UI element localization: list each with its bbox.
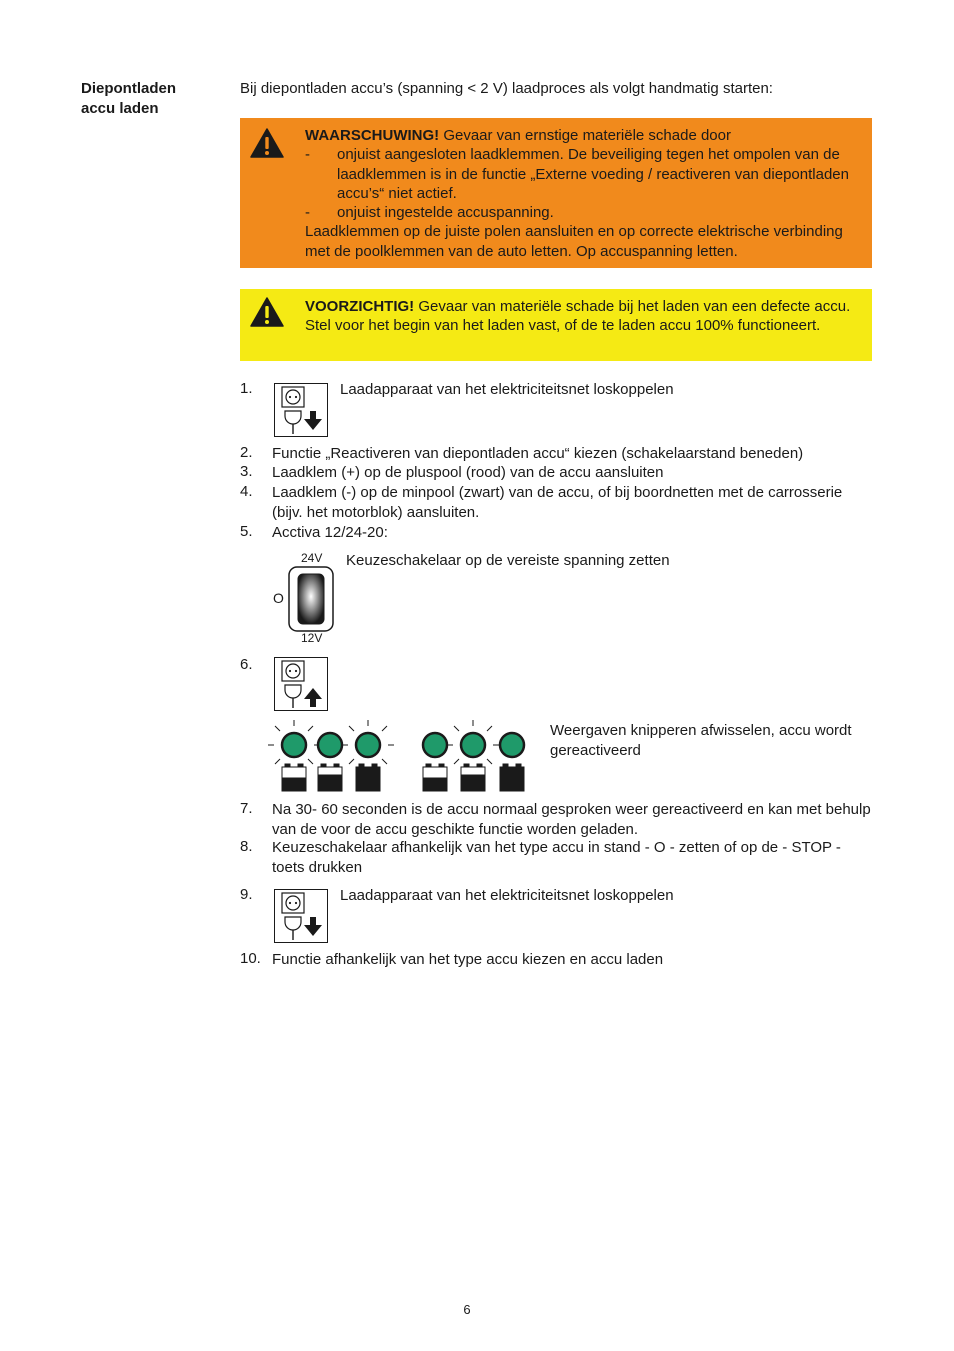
step-number: 7. [240,800,253,817]
warning-bullet: - onjuist aangesloten laadklemmen. De beveiliging tegen het ompolen van de laadklemmen is in de functie „Externe voeding / reactiveren van diepontladen accu’s“ niet actief. [305,146,849,202]
warning-content [305,126,865,261]
step-sub-text: Keuzeschakelaar op de vereiste spanning zetten [346,552,670,569]
intro-text: Bij diepontladen accu’s (spanning < 2 V) laadproces als volgt handmatig starten: [240,80,773,97]
step-text: Laadapparaat van het elektriciteitsnet loskoppelen [340,887,674,904]
section-heading: Diepontladen accu laden [81,80,177,117]
step-number: 3. [240,463,253,480]
step-number: 9. [240,886,253,903]
warning-triangle-icon [250,297,284,327]
caution-content [305,297,865,336]
charging-led-indicator-icon [268,718,538,796]
step-sub-text: Weergaven knipperen afwisselen, accu wordt gereactiveerd [550,722,852,759]
unplug-mains-icon [274,383,328,437]
caution-text: Gevaar van materiële schade bij het laden van een defecte accu. Stel voor het begin van het laden vast, of de te laden accu 100% functioneert. [305,298,851,335]
step-number: 5. [240,523,253,540]
warning-box [240,118,872,268]
switch-label-12v: 12V [301,631,323,645]
warning-label: WAARSCHUWING! [305,127,440,144]
step-number: 2. [240,444,253,461]
voltage-selector-switch-icon [288,566,334,632]
plug-in-mains-icon [274,657,328,711]
step-text: Acctiva 12/24-20: [272,524,388,541]
warning-bullet: - onjuist ingestelde accuspanning. [305,204,554,222]
step-text: Na 30- 60 seconden is de accu normaal gesproken weer gereactiveerd en kan met behulp van de voor de accu geschikte functie worden geladen. [272,801,871,838]
warning-triangle-icon [250,128,284,158]
caution-box [240,289,872,361]
step-text: Functie „Reactiveren van diepontladen accu“ kiezen (schakelaarstand beneden) [272,445,804,462]
warning-footer: Laadklemmen op de juiste polen aansluiten en op correcte elektrische verbinding met de poolklemmen van de auto letten. Op accuspanning letten. [305,223,843,260]
step-number: 1. [240,380,253,397]
switch-label-off: O [273,590,284,606]
warning-text: Gevaar van ernstige materiële schade door [439,127,731,144]
step-number: 10. [240,950,261,967]
step-text: Keuzeschakelaar afhankelijk van het type accu in stand - O - zetten of op de - STOP - toets drukken [272,839,841,876]
step-text: Laadklem (+) op de pluspool (rood) van de accu aansluiten [272,464,664,481]
caution-label: VOORZICHTIG! [305,298,415,315]
step-text: Laadklem (-) op de minpool (zwart) van de accu, of bij boordnetten met de carrosserie (bijv. het motorblok) aansluiten. [272,484,843,521]
page-number: 6 [463,1302,471,1317]
step-number: 4. [240,483,253,500]
step-text: Functie afhankelijk van het type accu kiezen en accu laden [272,951,664,968]
switch-label-24v: 24V [301,551,323,565]
step-text: Laadapparaat van het elektriciteitsnet loskoppelen [340,381,674,398]
step-number: 8. [240,838,253,855]
step-number: 6. [240,656,253,673]
unplug-mains-icon [274,889,328,943]
